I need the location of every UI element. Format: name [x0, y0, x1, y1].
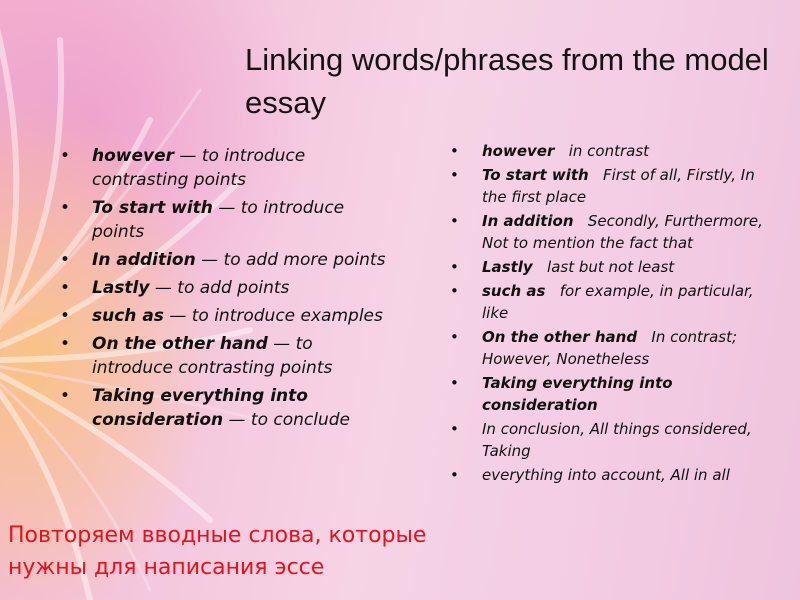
- term-description: to introduce contrasting points: [92, 146, 306, 190]
- term-description: to add points: [177, 278, 290, 298]
- term-description: Secondly, Furthermore, Not to mention the fact that: [482, 212, 763, 252]
- bullet-icon: •: [60, 386, 71, 406]
- bullet-icon: •: [60, 306, 71, 326]
- dash-separator: —: [228, 410, 246, 430]
- bullet-icon: •: [450, 374, 459, 392]
- linking-term: On the other hand: [92, 334, 268, 354]
- linking-term: Taking everything into consideration: [92, 386, 308, 430]
- dash-separator: —: [201, 250, 219, 270]
- linking-term: such as: [92, 306, 164, 326]
- slide-title: Linking words/phrases from the model essay: [245, 42, 769, 120]
- dash-separator: —: [218, 198, 236, 218]
- term-description: to introduce points: [92, 198, 345, 242]
- bullet-icon: •: [450, 166, 459, 184]
- russian-footer-note: Повторяем вводные слова, которые нужны для написания эссе: [8, 523, 427, 580]
- list-item: [450, 210, 770, 254]
- list-item: [60, 248, 390, 272]
- list-item: [450, 280, 770, 324]
- bullet-icon: •: [60, 334, 71, 354]
- bullet-icon: •: [60, 278, 71, 298]
- list-item: [60, 196, 390, 244]
- linking-term: To start with: [482, 166, 589, 184]
- linking-term: however: [482, 142, 555, 160]
- list-item: [60, 276, 390, 300]
- dash-separator: —: [154, 278, 172, 298]
- term-description: in contrast: [568, 142, 650, 160]
- bullet-icon: •: [450, 282, 459, 300]
- term-description: last but not least: [547, 258, 675, 276]
- linking-term: In addition: [92, 250, 196, 270]
- list-item: [450, 256, 770, 278]
- bullet-icon: •: [450, 212, 459, 230]
- list-item: [60, 332, 390, 380]
- list-item: [450, 464, 770, 486]
- term-description: for example, in particular, like: [482, 282, 754, 322]
- linking-term: Lastly: [92, 278, 150, 298]
- list-item: [60, 144, 390, 192]
- term-description: to conclude: [250, 410, 351, 430]
- term-description: In contrast; However, Nonetheless: [482, 328, 738, 368]
- linking-term: Lastly: [482, 258, 533, 276]
- bullet-icon: •: [450, 420, 459, 438]
- linking-term: In addition: [482, 212, 574, 230]
- bullet-icon: •: [450, 328, 459, 346]
- linking-term: such as: [482, 282, 546, 300]
- dash-separator: —: [179, 146, 197, 166]
- term-description: to add more points: [223, 250, 386, 270]
- list-item: [450, 418, 770, 462]
- term-description: In conclusion, All things considered, Taking: [482, 420, 752, 460]
- term-description: to introduce contrasting points: [92, 334, 333, 378]
- term-description: First of all, Firstly, In the first place: [482, 166, 755, 206]
- linking-term: Taking everything into consideration: [482, 374, 673, 414]
- bullet-icon: •: [60, 198, 71, 218]
- dash-separator: —: [169, 306, 187, 326]
- linking-term: To start with: [92, 198, 213, 218]
- bullet-icon: •: [450, 258, 459, 276]
- list-item: [450, 372, 770, 416]
- linking-term: however: [92, 146, 175, 166]
- list-item: [60, 304, 390, 328]
- list-item: [60, 384, 390, 432]
- bullet-icon: •: [450, 466, 459, 484]
- list-item: [450, 140, 770, 162]
- bullet-icon: •: [450, 142, 459, 160]
- bullet-icon: •: [60, 146, 71, 166]
- bullet-icon: •: [60, 250, 71, 270]
- dash-separator: —: [273, 334, 291, 354]
- left-linking-words-list: [60, 144, 390, 436]
- term-description: to introduce examples: [191, 306, 383, 326]
- right-synonyms-list: [450, 140, 770, 488]
- list-item: [450, 326, 770, 370]
- term-description: everything into account, All in all: [482, 466, 730, 484]
- list-item: [450, 164, 770, 208]
- linking-term: On the other hand: [482, 328, 638, 346]
